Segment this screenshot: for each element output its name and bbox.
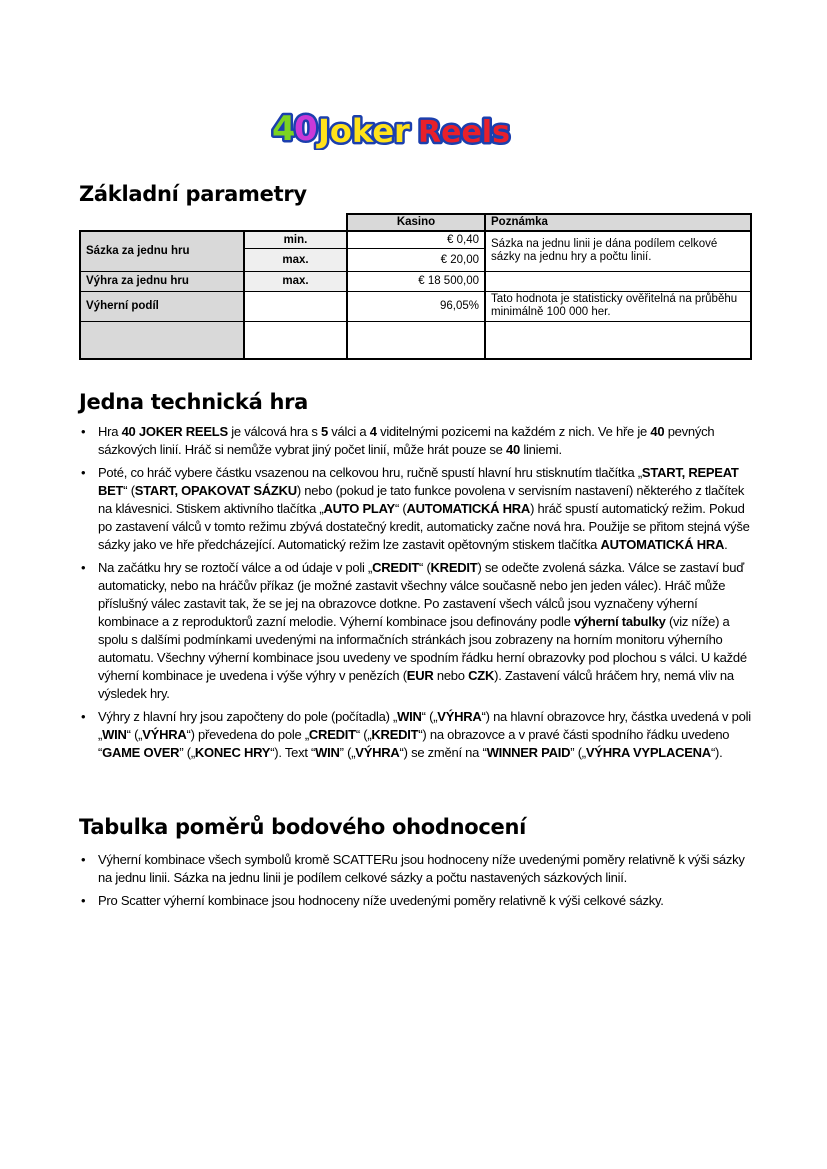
bullet-icon: • [81, 709, 86, 724]
bold-text: VÝHRA [355, 745, 400, 760]
bold-text: VÝHRA [142, 727, 187, 742]
text: ) se odečte zvolená sázka. Válce se zastaví buď automaticky, nebo na hráčův příkaz (je možné zastavit všechny válce současně nebo jen jeden válec). Hráč může příslušný válec zastavit tak, že se jej na obrazovce dotkne. Po zastavení všech válců jsou vyznačeny výherní kombinace a z reproduktorů zazní melodie. Výherní kombinace jsou definovány podle [98, 560, 744, 629]
text: “) na hlavní obrazovce hry, částka uvedená v poli „ [98, 709, 751, 742]
row-label-empty [80, 321, 244, 359]
text: “) převedena do pole „ [186, 727, 309, 742]
text: ) hráč spustí automatický režim. Pokud po zastavení válců v tomto režimu zbývá dostatečný kredit, automaticky začne nová hra. Použije se přitom stejná výše sázky jako ve hře předcházející. Automatický režim lze zastavit opětovným stiskem tlačítka [98, 501, 750, 552]
bold-text: 4 [369, 424, 377, 439]
bold-text: WIN [315, 745, 340, 760]
row-sub-min: min. [244, 231, 347, 248]
bold-text: 5 [320, 424, 328, 439]
row-sub-max: max. [244, 248, 347, 271]
section-title-tech: Jedna technická hra [79, 390, 309, 414]
text: ). Zastavení válců hráčem hry, nemá vliv na výsledek hry. [98, 668, 734, 701]
value-bet-max: € 20,00 [347, 248, 485, 271]
bold-text: AUTO PLAY [323, 501, 395, 516]
text: Hra [98, 424, 122, 439]
game-logo [268, 104, 533, 150]
bold-text: AUTOMATICKÁ HRA [600, 537, 725, 552]
text: “ ( [123, 483, 135, 498]
note-win [485, 271, 751, 291]
text: ” („ [179, 745, 195, 760]
bold-text: WIN [102, 727, 127, 742]
text: pevných sázkových linií. Hráč si nemůže vybrat jiný počet linií, může hrát pouze se [98, 424, 715, 457]
value-empty [347, 321, 485, 359]
text: ” („ [570, 745, 586, 760]
logo-four: 4 [272, 109, 296, 149]
bold-text: KREDIT [371, 727, 419, 742]
bold-text: výherní tabulky [573, 614, 666, 629]
bold-text: VÝHRA [437, 709, 482, 724]
logo-graphic [268, 104, 533, 150]
section-title-params: Základní parametry [79, 182, 307, 206]
text: “ („ [421, 709, 438, 724]
text: ) nebo (pokud je tato funkce povolena v servisním nastavení) některého z tlačítek na klávesnici. Stiskem aktivního tlačítka „ [98, 483, 745, 516]
note-bet: Sázka na jednu linii je dána podílem celkové sázky na jednu hry a počtu linií. [485, 231, 751, 271]
bullet-icon: • [81, 852, 86, 867]
text: válci a [327, 424, 370, 439]
value-rtp: 96,05% [347, 291, 485, 321]
text: nebo [433, 668, 469, 683]
paytable-bullet-list [79, 851, 751, 915]
row-sub-empty [244, 321, 347, 359]
text: Pro Scatter výherní kombinace jsou hodnoceny níže uvedenými poměry relativně k výši celkové sázky. [98, 893, 664, 908]
text: “ („ [126, 727, 143, 742]
text: “ („ [355, 727, 372, 742]
text: Výhry z hlavní hry jsou započteny do pole (počítadla) „ [98, 709, 398, 724]
params-table [79, 213, 752, 360]
text: Na začátku hry se roztočí válce a od údaje v poli „ [98, 560, 373, 575]
bullet-icon: • [81, 424, 86, 439]
bold-text: VÝHRA VYPLACENA [585, 745, 711, 760]
row-label-bet: Sázka za jednu hru [80, 231, 244, 271]
bold-text: KREDIT [430, 560, 478, 575]
bold-text: 40 [650, 424, 665, 439]
text: ” („ [339, 745, 356, 760]
list-item [79, 464, 751, 554]
text: liniemi. [519, 442, 562, 457]
bullet-icon: • [81, 465, 86, 480]
text: “) se změní na “ [399, 745, 487, 760]
section-title-paytable: Tabulka poměrů bodového ohodnocení [79, 815, 527, 839]
row-label-rtp: Výherní podíl [80, 291, 244, 321]
bold-text: WIN [397, 709, 422, 724]
text: (viz níže) a spolu s dalšími podmínkami uvedenými na informačních stránkách jsou zobrazeny na horním monitoru výherního automatu. Všechny výherní kombinace jsou uvedeny ve spodním řádku herní obrazovky pod plochou s válci. U každé výherní kombinace je uvedena i výše výhry v penězích ( [98, 614, 747, 683]
text: Poté, co hráč vybere částku vsazenou na celkovou hru, ručně spustí hlavní hru stisknutím tlačítka „ [98, 465, 642, 480]
bold-text: START, OPAKOVAT SÁZKU [134, 483, 297, 498]
tech-bullet-list [79, 423, 751, 767]
bold-text: CZK [468, 668, 495, 683]
text: . [724, 537, 728, 552]
bold-text: EUR [406, 668, 434, 683]
text: “ ( [419, 560, 431, 575]
text: “). [710, 745, 723, 760]
bold-text: GAME OVER [102, 745, 180, 760]
text: je válcová hra s [227, 424, 321, 439]
text: viditelnými pozicemi na každém z nich. Ve hře je [376, 424, 651, 439]
value-bet-min: € 0,40 [347, 231, 485, 248]
text: “). Text “ [270, 745, 316, 760]
row-sub-rtp [244, 291, 347, 321]
value-win-max: € 18 500,00 [347, 271, 485, 291]
bullet-icon: • [81, 560, 86, 575]
bullet-icon: • [81, 893, 86, 908]
header-note: Poznámka [485, 214, 751, 231]
bold-text: CREDIT [372, 560, 420, 575]
logo-zero: 0 [294, 109, 318, 149]
bold-text: CREDIT [308, 727, 356, 742]
text: “ ( [394, 501, 407, 516]
bold-text: START, REPEAT BET [98, 465, 739, 498]
row-sub-win-max: max. [244, 271, 347, 291]
list-item [79, 851, 751, 887]
note-rtp: Tato hodnota je statisticky ověřitelná na průběhu minimálně 100 000 her. [485, 291, 751, 321]
bold-text: 40 JOKER REELS [121, 424, 228, 439]
bold-text: WINNER PAID [486, 745, 571, 760]
bold-text: KONEC HRY [194, 745, 271, 760]
logo-reels: Reels [418, 115, 510, 150]
header-casino: Kasino [347, 214, 485, 231]
text: Výherní kombinace všech symbolů kromě SCATTERu jsou hodnoceny níže uvedenými poměry relativně k výši sázky na jednu linii. Sázka na jednu linii je podílem celkové sázky a počtu nastavených sázkových linií. [98, 852, 745, 885]
bold-text: 40 [506, 442, 520, 457]
row-label-win: Výhra za jednu hru [80, 271, 244, 291]
text: “) na obrazovce a v pravé části spodního řádku uvedeno “ [98, 727, 730, 760]
logo-joker: Joker [318, 112, 410, 150]
note-empty [485, 321, 751, 359]
list-item [79, 892, 751, 910]
list-item [79, 708, 751, 762]
list-item [79, 559, 751, 703]
bold-text: AUTOMATICKÁ HRA [406, 501, 531, 516]
list-item [79, 423, 751, 459]
